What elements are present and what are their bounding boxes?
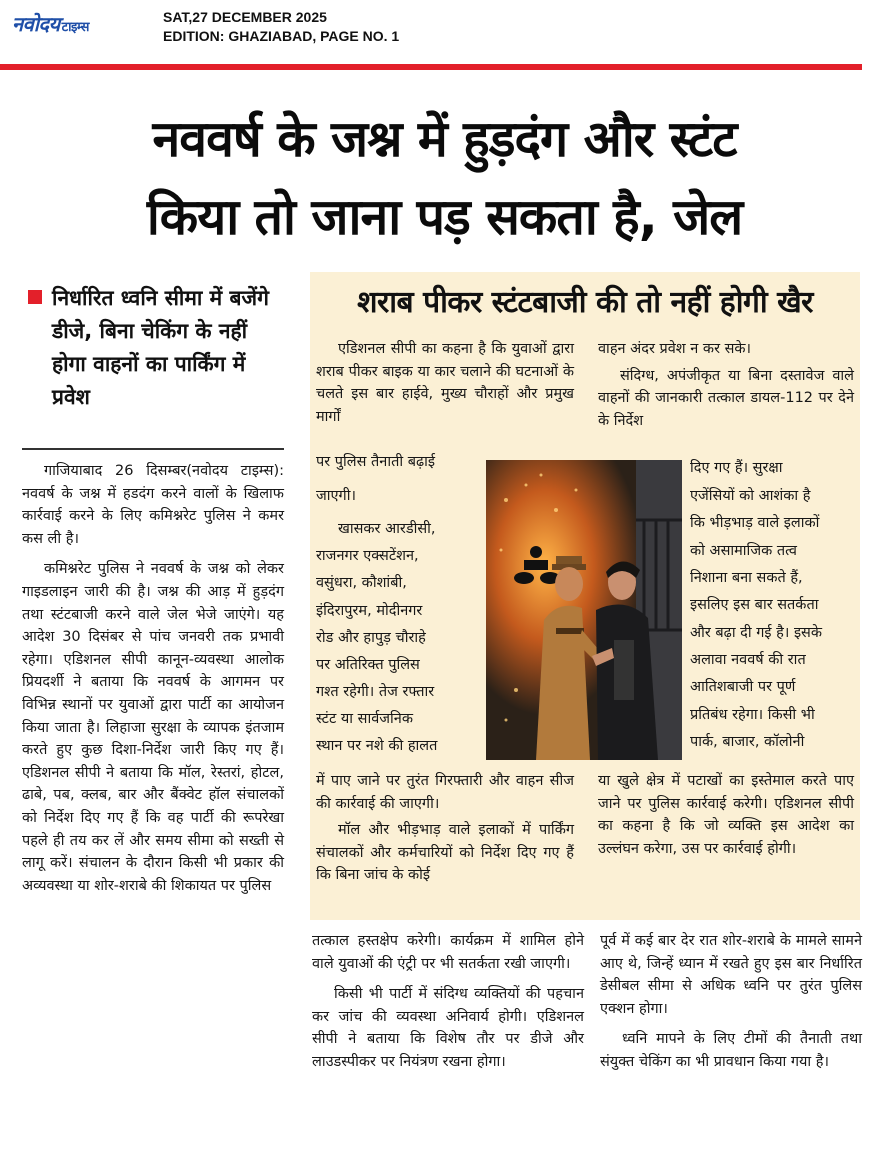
story-paragraph: ध्वनि मापने के लिए टीमों की तैनाती तथा संयुक्त चेकिंग का भी प्रावधान किया गया है। (600, 1031, 862, 1070)
edition-info: EDITION: GHAZIABAD, PAGE NO. 1 (163, 28, 400, 44)
box-line: को असामाजिक तत्व (690, 543, 797, 559)
headline-line-1: नववर्ष के जश्न में हुड़दंग और स्टंट (152, 110, 737, 168)
box-paragraph: या खुले क्षेत्र में पटाखों का इस्तेमाल करते पाए जाने पर पुलिस कार्रवाई करेगी। एडिशनल सीपी का कहना है कि जो व्यक्ति इस आदेश का उल्लंघन करेगा, उस पर कार्रवाई होगी। (598, 773, 854, 857)
news-photo (486, 460, 682, 760)
box-line: पार्क, बाजार, कॉलोनी (690, 734, 805, 750)
box-line: पर पुलिस तैनाती बढ़ाई (316, 454, 436, 470)
box-paragraph: मॉल और भीड़भाड़ वाले इलाकों में पार्किंग संचालकों और कर्मचारियों को निर्देश दिए गए हैं कि बिना जांच के कोई (316, 822, 574, 884)
box-column-2-bottom (598, 770, 854, 860)
story-paragraph: कमिश्नरेट पुलिस ने नववर्ष के जश्न को लेकर गाइडलाइन जारी की है। जश्न की आड़ में हुड़दंग तथा स्टंटबाजी करने वाले जेल भेजे जाएंगे। यह आदेश 30 दिसंबर से पांच जनवरी तक प्रभावी रहेगा। एडिशनल सीपी कानून-व्यवस्था आलोक प्रियदर्शी ने बताया कि नववर्ष के आगमन पर विभिन्न स्थानों पर युवाओं द्वारा पार्टी का आयोजन किया जाता है। लिहाजा सुरक्षा के व्यापक इंतजाम करते हुए कुछ दिशा-निर्देश जारी किए गए हैं। एडिशनल सीपी ने बताया कि मॉल, रेस्तरां, होटल, ढाबे, पब, क्लब, बार और बैंक्वेट हॉल संचालकों को निर्देश दिए गए हैं कि वह पार्टी की रूपरेखा पहले ही तय कर लें और समय सीमा को सख्ती से लागू करें। संचालन के दौरान किसी भी प्रकार की अव्यवस्था या शोर-शराबे की शिकायत पर पुलिस (22, 561, 284, 894)
box-line: कि भीड़भाड़ वाले इलाकों (690, 515, 820, 531)
headline-line-2: किया तो जाना पड़ सकता है, जेल (146, 188, 743, 246)
story-column-3 (600, 930, 862, 1074)
box-line: वसुंधरा, कौशांबी, (316, 575, 407, 591)
box-line: खासकर आरडीसी, (338, 521, 436, 537)
box-headline: शराब पीकर स्टंटबाजी की तो नहीं होगी खैर (357, 285, 813, 320)
box-line: रोड और हापुड़ चौराहे (316, 630, 426, 646)
box-line: एजेंसियों को आशंका है (690, 488, 811, 504)
box-line: प्रतिबंध रहेगा। किसी भी (690, 707, 815, 723)
box-line: इसलिए इस बार सतर्कता (690, 597, 819, 613)
subhead-rule (22, 448, 284, 450)
masthead (0, 0, 889, 62)
box-line: और बढ़ा दी गई है। इसके (690, 625, 822, 641)
issue-date: SAT,27 DECEMBER 2025 (163, 9, 327, 25)
box-paragraph: वाहन अंदर प्रवेश न कर सके। (598, 341, 752, 357)
box-line: दिए गए हैं। सुरक्षा (690, 460, 783, 476)
story-column-1 (22, 460, 284, 897)
main-headline (0, 100, 889, 256)
story-paragraph: गाजियाबाद 26 दिसम्बर(नवोदय टाइम्स): नववर्ष के जश्न में हडदंग करने वालों के खिलाफ कार्रवाई करने के लिए कमिश्नरेट पुलिस ने कमर कस ली है। (22, 463, 284, 547)
box-column-2 (598, 338, 854, 432)
box-line: स्टंट या सार्वजनिक (316, 711, 413, 727)
box-line: स्थान पर नशे की हालत (316, 738, 438, 754)
box-line: अलावा नववर्ष की रात (690, 652, 806, 668)
masthead-rule (0, 64, 862, 70)
newspaper-logo: नवोदय टाइम्स (12, 12, 89, 36)
box-column-1 (316, 338, 574, 428)
story-paragraph: पूर्व में कई बार देर रात शोर-शराबे के मामले सामने आए थे, जिन्हें ध्यान में रखते हुए इस बार निर्धारित डेसीबल सीमा से अधिक ध्वनि पर तुरंत पुलिस एक्शन होगा। (600, 933, 862, 1017)
sub-headline: निर्धारित ध्वनि सीमा में बजेंगे डीजे, बिना चेकिंग के नहीं होगा वाहनों का पार्किंग में प्रवेश (22, 282, 284, 414)
bullet-square-icon (28, 290, 42, 304)
edition-meta (163, 8, 399, 46)
story-paragraph: तत्काल हस्तक्षेप करेगी। कार्यक्रम में शामिल होने वाले युवाओं की एंट्री पर भी सतर्कता रखी जाएगी। (312, 933, 584, 972)
story-paragraph: किसी भी पार्टी में संदिग्ध व्यक्तियों की पहचान कर जांच की व्यवस्था अनिवार्य होगी। एडिशनल सीपी ने बताया कि विशेष तौर पर डीजे और लाउडस्पीकर पर नियंत्रण रखना होगा। (312, 986, 584, 1070)
box-paragraph: में पाए जाने पर तुरंत गिरफ्तारी और वाहन सीज की कार्रवाई की जाएगी। (316, 773, 574, 812)
story-column-2 (312, 930, 584, 1074)
box-paragraph: संदिग्ध, अपंजीकृत या बिना दस्तावेज वाले वाहनों की जानकारी तत्काल डायल-112 पर देने के निर्देश (598, 367, 854, 429)
box-line: आतिशबाजी पर पूर्ण (690, 679, 796, 695)
box-line: निशाना बना सकते हैं, (690, 570, 803, 586)
box-line: इंदिरापुरम, मोदीनगर (316, 603, 423, 619)
box-paragraph: एडिशनल सीपी का कहना है कि युवाओं द्वारा शराब पीकर बाइक या कार चलाने की घटनाओं के चलते इस बार हाईवे, मुख्य चौराहों और प्रमुख मार्गों (316, 341, 574, 425)
police-arrest-photo (486, 460, 682, 760)
box-line: राजनगर एक्सटेंशन, (316, 548, 419, 564)
box-line: जाएगी। (316, 488, 356, 504)
box-column-1-bottom (316, 770, 574, 887)
box-line: पर अतिरिक्त पुलिस (316, 657, 420, 673)
box-line: गश्त रहेगी। तेज रफ्तार (316, 684, 435, 700)
